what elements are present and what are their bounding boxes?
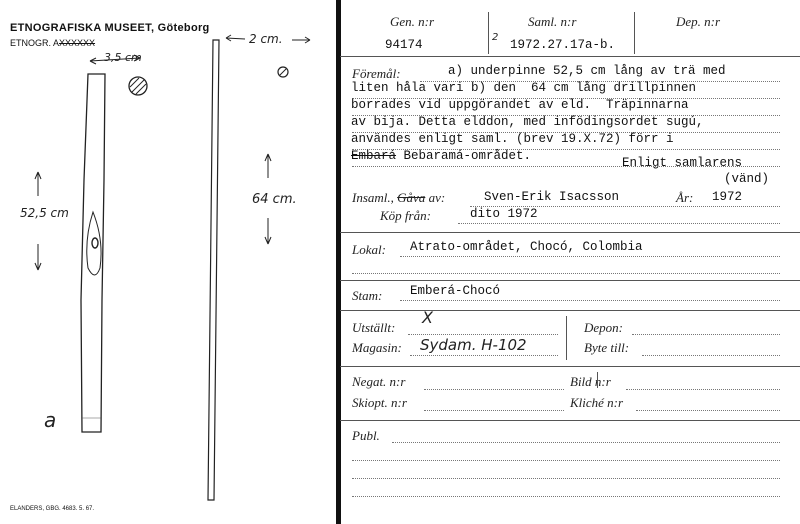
foremal-line-8: (vänd) xyxy=(724,172,770,186)
foremal-line-5: användes enligt saml. (brev 19.X.72) förr i xyxy=(351,132,674,146)
foremal-label: Föremål: xyxy=(352,66,401,81)
width-short-label: 3,5 cm xyxy=(104,51,142,64)
foremal-line-6: Embará Bebaramá-området. xyxy=(351,149,532,163)
hole-outline xyxy=(87,212,101,275)
kop-value: dito 1972 xyxy=(470,207,538,221)
museum-name: ETNOGRAFISKA MUSEET, Göteborg xyxy=(10,22,210,34)
kop-label: Köp från: xyxy=(380,208,431,223)
insaml-label: Insaml., Gåva av: xyxy=(352,190,446,205)
kliche-label: Kliché n:r xyxy=(570,395,624,410)
foremal-line-1: a) underpinne 52,5 cm lång av trä med xyxy=(448,64,726,78)
byte-label: Byte till: xyxy=(584,340,630,355)
magasin-label: Magasin: xyxy=(352,340,402,355)
stam-label: Stam: xyxy=(352,288,383,303)
drillpinne-outline xyxy=(208,40,219,500)
gen-value: 94174 xyxy=(385,38,423,52)
artifact-drawing xyxy=(0,0,336,524)
insaml-struck: Gåva xyxy=(397,190,426,205)
depon-label: Depon: xyxy=(584,320,623,335)
saml-label: Saml. n:r xyxy=(528,14,577,29)
piece-letter-a: a xyxy=(44,408,57,432)
insaml-value: Sven-Erik Isacsson xyxy=(484,190,620,204)
length-short-label: 52,5 cm xyxy=(20,206,69,220)
etnogr-struck: XXXXXX xyxy=(59,38,96,48)
negat-label: Negat. n:r xyxy=(352,374,406,389)
printer-mark: ELANDERS, GBG. 4683. 5. 67. xyxy=(10,506,95,512)
width-long-label: 2 cm. xyxy=(249,32,283,46)
saml-value: 1972.27.17a-b. xyxy=(510,38,616,52)
hole-mark xyxy=(92,238,98,248)
foremal-line-7: Enligt samlarens xyxy=(622,156,743,170)
publ-label: Publ. xyxy=(352,428,380,443)
lokal-label: Lokal: xyxy=(352,242,386,257)
foremal-line-4: av bija. Detta elddon, med infödingsordet sugú, xyxy=(351,115,704,129)
utstallt-label: Utställt: xyxy=(352,320,396,335)
saml-prefix: 2 xyxy=(492,32,499,43)
skiopt-label: Skiopt. n:r xyxy=(352,395,407,410)
bild-label: Bild n:r xyxy=(570,374,611,389)
lokal-value: Atrato-området, Chocó, Colombia xyxy=(410,240,643,254)
etnogr-label: ETNOGR. A xyxy=(10,38,60,48)
card-divider xyxy=(336,0,341,524)
dep-label: Dep. n:r xyxy=(676,14,721,29)
utstallt-value: X xyxy=(422,308,433,327)
ar-label: År: xyxy=(676,190,694,205)
length-long-label: 64 cm. xyxy=(252,192,297,207)
gen-label: Gen. n:r xyxy=(390,14,435,29)
stam-value: Emberá-Chocó xyxy=(410,284,501,298)
foremal-line-2: liten håla vari b) den 64 cm lång drillpinnen xyxy=(351,81,697,95)
struck-word: Embará xyxy=(351,149,397,163)
foremal-line-3: borrades vid uppgörandet av eld. Träpinnarna xyxy=(351,98,689,112)
ar-value: 1972 xyxy=(712,190,743,204)
magasin-value: Sydam. H-102 xyxy=(420,336,527,354)
